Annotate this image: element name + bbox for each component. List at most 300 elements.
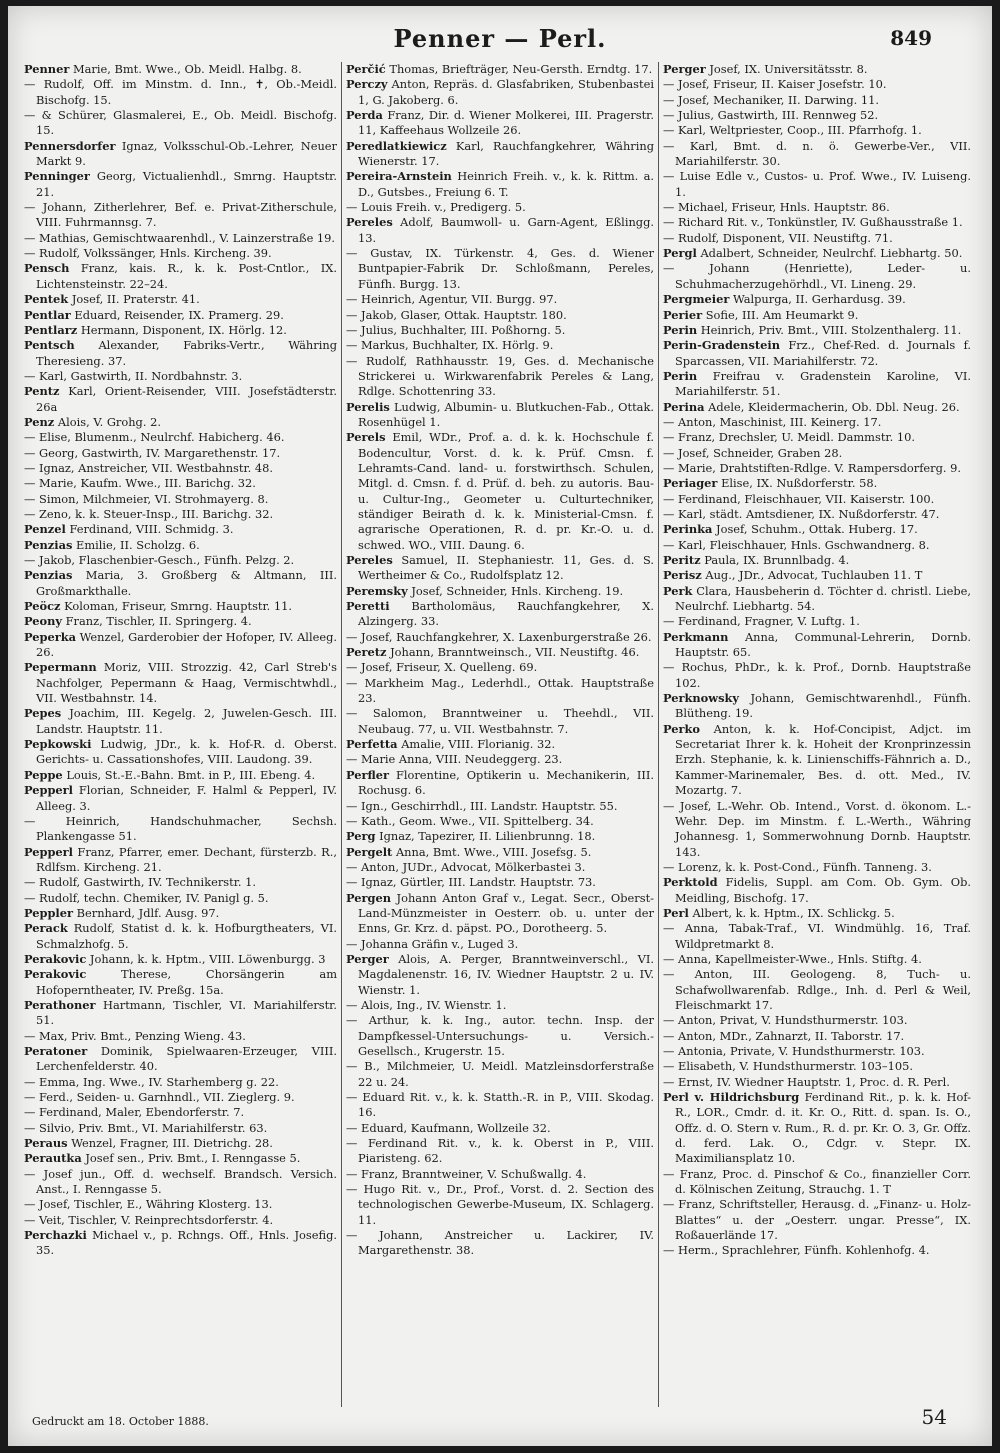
directory-entry: [24, 737, 337, 768]
entry-name: Pergl: [663, 246, 697, 261]
directory-entry: [663, 323, 971, 338]
entry-text: — Elisabeth, V. Hundsthurmerstr. 103–105.: [663, 1059, 913, 1074]
directory-entry: [24, 231, 337, 246]
directory-entry: [663, 400, 971, 415]
directory-entry: [24, 568, 337, 599]
entry-text: Wenzel, Garderobier der Hofoper, IV. Alleeg. 26.: [36, 629, 337, 660]
directory-entry: [663, 538, 971, 553]
directory-entry: [24, 783, 337, 814]
entry-text: — Georg, Gastwirth, IV. Margarethenstr. 17.: [24, 445, 281, 460]
entry-name: Peraus: [24, 1136, 68, 1151]
entry-text: — Jakob, Glaser, Ottak. Hauptstr. 180.: [346, 307, 567, 322]
directory-entry: [663, 261, 971, 292]
entry-text: — Veit, Tischler, V. Reinprechtsdorferstr. 4.: [24, 1212, 274, 1227]
directory-entry: [663, 292, 971, 307]
entry-text: — Ernst, IV. Wiedner Hauptstr. 1, Proc. d. R. Perl.: [663, 1074, 950, 1089]
directory-entry: [663, 476, 971, 491]
directory-entry: [24, 1167, 337, 1198]
directory-entry: [24, 952, 337, 967]
entry-name: Pennersdorfer: [24, 138, 116, 153]
entry-text: Freifrau v. Gradenstein Karoline, VI. Mariahilferstr. 51.: [675, 368, 971, 399]
entry-name: Perczy: [346, 77, 388, 92]
entry-text: — Josef, Friseur, X. Quelleng. 69.: [346, 660, 538, 675]
entry-text: Adele, Kleidermacherin, Ob. Dbl. Neug. 26.: [708, 399, 960, 414]
entry-text: — Anton, MDr., Zahnarzt, II. Taborstr. 17.: [663, 1028, 905, 1043]
entry-name: Perger: [663, 62, 706, 76]
directory-entry: [346, 338, 654, 353]
directory-entry: [346, 952, 654, 998]
directory-entry: [663, 1013, 971, 1028]
directory-entry: [24, 553, 337, 568]
entry-text: — Gustav, IX. Türkenstr. 4, Ges. d. Wiener Buntpapier-Fabrik Dr. Schloßmann, Pereles, Fünfh. Burgg. 13.: [346, 246, 654, 291]
entry-text: — Eduard Rit. v., k. k. Statth.-R. in P., VIII. Skodag. 16.: [346, 1090, 654, 1120]
directory-entry: [24, 1151, 337, 1166]
directory-entry: [24, 507, 337, 522]
entry-text: — Anna, Tabak-Traf., VI. Windmühlg. 16, Traf. Wildpretmarkt 8.: [663, 921, 971, 951]
page-footer: [32, 1405, 967, 1443]
entry-text: — Josef, Rauchfangkehrer, X. Laxenburgerstraße 26.: [346, 629, 652, 644]
directory-entry: [346, 630, 654, 645]
directory-entry: [663, 215, 971, 230]
entry-name: Perl v. Hildrichsburg: [663, 1090, 800, 1105]
entry-name: Pereles: [346, 215, 393, 230]
directory-entry: [346, 937, 654, 952]
entry-name: Pereira-Arnstein: [346, 169, 452, 184]
directory-entry: [346, 430, 654, 553]
directory-entry: [346, 645, 654, 660]
directory-entry: [346, 845, 654, 860]
entry-name: Pepkowski: [24, 737, 92, 752]
entry-text: — & Schürer, Glasmalerei, E., Ob. Meidl. Bischofg. 15.: [24, 108, 337, 138]
entry-text: — Hugo Rit. v., Dr., Prof., Vorst. d. 2. Section des technologischen Gewerbe-Museum, IX. Schlagerg. 11.: [346, 1182, 654, 1227]
entry-text: Franz, kais. R., k. k. Post-Cntlor., IX. Lichtensteinstr. 22–24.: [36, 261, 337, 291]
directory-entry: [346, 799, 654, 814]
entry-name: Perels: [346, 430, 386, 445]
entry-name: Perktold: [663, 875, 718, 890]
directory-entry: [24, 108, 337, 139]
entry-text: — Rudolf, Volkssänger, Hnls. Kircheng. 39.: [24, 246, 272, 261]
entry-name: Pensch: [24, 261, 70, 276]
entry-text: — Rudolf, Rathhausstr. 19, Ges. d. Mechanische Strickerei u. Wirkwarenfabrik Pereles & Lang, Rdlge. Schottenring 33.: [346, 353, 654, 399]
directory-entry: [346, 1136, 654, 1167]
directory-entry: [346, 1059, 654, 1090]
directory-entry: [663, 507, 971, 522]
entry-name: Perakovic: [24, 951, 87, 966]
directory-entry: [24, 139, 337, 170]
entry-text: — Michael, Friseur, Hnls. Hauptstr. 86.: [663, 200, 890, 215]
directory-entry: [663, 1167, 971, 1198]
entry-text: Elise, IX. Nußdorferstr. 58.: [721, 476, 878, 491]
entry-name: Penzias: [24, 537, 73, 552]
directory-entry: [663, 1075, 971, 1090]
entry-text: Frz., Chef-Red. d. Journals f. Sparcassen, VII. Mariahilferstr. 72.: [675, 338, 972, 368]
entry-text: Walpurga, II. Gerhardusg. 39.: [732, 292, 906, 307]
entry-text: Josef, IX. Universitätsstr. 8.: [709, 62, 868, 76]
directory-entry: [346, 814, 654, 829]
directory-entry: [346, 1121, 654, 1136]
entry-name: Peretti: [346, 599, 390, 614]
entry-name: Perina: [663, 399, 705, 414]
entry-text: — Ferdinand, Fragner, V. Luftg. 1.: [663, 614, 860, 629]
directory-entry: [24, 1029, 337, 1044]
directory-entry: [24, 492, 337, 507]
entry-text: — Franz, Schriftsteller, Herausg. d. „Finanz- u. Holz-Blattes“ u. der „Oesterr. ungar. Presse“, IX. Roßauerlände 17.: [663, 1197, 971, 1243]
entry-name: Perautka: [24, 1151, 82, 1166]
entry-text: — Josef, Mechaniker, II. Darwing. 11.: [663, 92, 880, 107]
entry-name: Perelis: [346, 399, 390, 414]
directory-entry: [24, 599, 337, 614]
directory-entry: [663, 461, 971, 476]
entry-name: Perakovic: [24, 967, 87, 982]
entry-text: — B., Milchmeier, U. Meidl. Matzleinsdorferstraße 22 u. 24.: [346, 1059, 654, 1089]
directory-entry: [24, 200, 337, 231]
directory-entry: [24, 891, 337, 906]
entry-text: — Josef, Schneider, Graben 28.: [663, 445, 843, 460]
entry-text: Adolf, Baumwoll- u. Garn-Agent, Eßlingg. 13.: [358, 215, 655, 245]
directory-entry: [663, 1029, 971, 1044]
entry-name: Peppe: [24, 767, 63, 782]
entry-text: Adalbert, Schneider, Neulrchf. Liebhartg. 50.: [700, 246, 963, 261]
entry-text: — Franz, Branntweiner, V. Schußwallg. 4.: [346, 1166, 587, 1181]
entry-name: Perl: [663, 905, 689, 920]
entry-name: Perkmann: [663, 629, 729, 644]
entry-text: — Anton, JUDr., Advocat, Mölkerbastei 3.: [346, 859, 586, 874]
entry-name: Peratoner: [24, 1044, 88, 1058]
directory-entry: [663, 169, 971, 200]
directory-entry: [663, 446, 971, 461]
directory-entry: [346, 553, 654, 584]
directory-entry: [663, 123, 971, 138]
entry-text: Alexander, Fabriks-Vertr., Währing Theresieng. 37.: [36, 338, 337, 368]
directory-entry: [24, 1044, 337, 1075]
entry-name: Pepes: [24, 706, 62, 721]
entry-name: Perchazki: [24, 1228, 87, 1243]
entry-text: — Ferd., Seiden- u. Garnhndl., VII. Zieglerg. 9.: [24, 1090, 295, 1105]
directory-entry: [24, 1213, 337, 1228]
entry-text: — Lorenz, k. k. Post-Cond., Fünfh. Tanneng. 3.: [663, 859, 932, 874]
entry-text: — Herm., Sprachlehrer, Fünfh. Kohlenhofg. 4.: [663, 1243, 930, 1258]
directory-entry: [24, 1136, 337, 1151]
entry-text: — Johann, Zitherlehrer, Bef. e. Privat-Zitherschule, VIII. Fuhrmannsg. 7.: [24, 200, 337, 230]
directory-entry: [663, 308, 971, 323]
directory-entry: [24, 614, 337, 629]
directory-entry: [663, 415, 971, 430]
directory-entry: [24, 461, 337, 476]
entry-name: Perier: [663, 307, 703, 322]
entry-text: — Salomon, Branntweiner u. Theehdl., VII. Neubaug. 77, u. VII. Westbahnstr. 7.: [346, 706, 654, 736]
directory-entry: [663, 338, 971, 369]
column-1: [24, 62, 341, 1407]
entry-name: Perin: [663, 368, 698, 383]
directory-entry: [346, 246, 654, 292]
directory-entry: [663, 906, 971, 921]
entry-text: Franz, Tischler, II. Springerg. 4.: [65, 614, 252, 629]
entry-text: — Johann, Anstreicher u. Lackirer, IV. Margarethenstr. 38.: [346, 1228, 654, 1258]
directory-entry: [24, 538, 337, 553]
entry-text: Karl, Orient-Reisender, VIII. Josefstädterstr. 26a: [36, 384, 338, 414]
entry-name: Perinka: [663, 522, 713, 537]
entry-text: — Karl, Fleischhauer, Hnls. Gschwandnerg. 8.: [663, 537, 930, 552]
entry-text: — Ign., Geschirrhdl., III. Landstr. Hauptstr. 55.: [346, 798, 618, 813]
entry-name: Peretz: [346, 645, 387, 660]
entry-text: Georg, Victualienhdl., Smrng. Hauptstr. 21.: [36, 169, 337, 199]
entry-name: Perg: [346, 829, 376, 844]
entry-name: Perk: [663, 583, 693, 598]
directory-entry: [663, 1059, 971, 1074]
directory-entry: [346, 875, 654, 890]
entry-text: Florian, Schneider, F. Halml & Pepperl, IV. Alleeg. 3.: [36, 783, 337, 813]
entry-name: Pereles: [346, 553, 393, 567]
directory-entry: [663, 139, 971, 170]
entry-text: Josef sen., Priv. Bmt., I. Renngasse 5.: [85, 1151, 301, 1166]
entry-columns: [24, 62, 976, 1407]
directory-entry: [346, 998, 654, 1013]
entry-text: Josef, II. Praterstr. 41.: [71, 292, 200, 307]
directory-entry: [24, 768, 337, 783]
entry-text: — Franz, Proc. d. Pinschof & Co., finanzieller Corr. d. Kölnischen Zeitung, Strauchg. 1. T: [663, 1166, 971, 1197]
entry-name: Penzias: [24, 568, 73, 583]
entry-text: Clara, Hausbeherin d. Töchter d. christl. Liebe, Neulrchf. Liebhartg. 54.: [675, 583, 971, 614]
directory-entry: [346, 676, 654, 707]
directory-entry: [24, 522, 337, 537]
directory-entry: [663, 860, 971, 875]
entry-text: Albert, k. k. Hptm., IX. Schlickg. 5.: [692, 905, 895, 920]
directory-entry: [346, 108, 654, 139]
entry-text: — Alois, Ing., IV. Wienstr. 1.: [346, 997, 507, 1012]
entry-name: Penzel: [24, 522, 66, 537]
entry-text: — Simon, Milchmeier, VI. Strohmayerg. 8.: [24, 491, 269, 506]
directory-entry: [24, 1090, 337, 1105]
entry-text: Maria, 3. Großberg & Altmann, III. Großmarkthalle.: [36, 568, 337, 598]
entry-text: — Josef, Friseur, II. Kaiser Josefstr. 10.: [663, 77, 887, 92]
entry-text: Alois, A. Perger, Branntweinverschl., VI. Magdalenenstr. 16, IV. Wiedner Hauptstr. 2 u. IV. Wienstr. 1.: [358, 951, 654, 997]
entry-text: Therese, Chorsängerin am Hofoperntheater, IV. Preßg. 15a.: [36, 967, 337, 997]
entry-text: Heinrich Freih. v., k. k. Rittm. a. D., Gutsbes., Freiung 6. T.: [358, 169, 655, 199]
entry-name: Peony: [24, 614, 63, 629]
entry-name: Perfetta: [346, 737, 398, 752]
entry-text: Joachim, III. Kegelg. 2, Juwelen-Gesch. III. Landstr. Hauptstr. 11.: [36, 706, 337, 736]
entry-name: Pepermann: [24, 660, 97, 675]
entry-name: Pepperl: [24, 844, 74, 859]
entry-name: Pepperl: [24, 783, 74, 798]
entry-name: Peremsky: [346, 583, 408, 598]
directory-entry: [24, 814, 337, 845]
entry-text: — Rudolf, Off. im Minstm. d. Inn., ✝, Ob.-Meidl. Bischofg. 15.: [24, 77, 337, 107]
directory-entry: [24, 246, 337, 261]
entry-text: — Marie Anna, VIII. Neudeggerg. 23.: [346, 752, 563, 767]
directory-entry: [346, 1182, 654, 1228]
directory-entry: [663, 492, 971, 507]
directory-entry: [24, 292, 337, 307]
directory-entry: [663, 584, 971, 615]
directory-entry: [346, 752, 654, 767]
directory-entry: [663, 369, 971, 400]
entry-text: Samuel, II. Stephaniestr. 11, Ges. d. S. Wertheimer & Co., Rudolfsplatz 12.: [358, 553, 654, 583]
entry-name: Perda: [346, 108, 383, 123]
entry-text: — Julius, Buchhalter, III. Poßhorng. 5.: [346, 322, 566, 337]
entry-name: Pergmeier: [663, 292, 730, 307]
entry-text: — Louis Freih. v., Predigerg. 5.: [346, 200, 526, 215]
print-date: Gedruckt am 18. October 1888.: [32, 1415, 209, 1428]
directory-entry: [663, 1044, 971, 1059]
entry-name: Perin-Gradenstein: [663, 338, 780, 353]
entry-name: Pentek: [24, 292, 69, 307]
entry-name: Pentlarz: [24, 322, 78, 337]
entry-text: Josef, Schuhm., Ottak. Huberg. 17.: [716, 522, 918, 537]
directory-entry: [663, 875, 971, 906]
entry-text: Marie, Bmt. Wwe., Ob. Meidl. Halbg. 8.: [72, 62, 302, 76]
entry-text: — Johanna Gräfin v., Luged 3.: [346, 936, 519, 951]
entry-text: Ludwig, Albumin- u. Blutkuchen-Fab., Ottak. Rosenhügel 1.: [358, 399, 654, 429]
entry-name: Pentlar: [24, 307, 71, 322]
entry-text: — Antonia, Private, V. Hundsthurmerstr. 103.: [663, 1044, 925, 1058]
entry-text: Ignaz, Volksschul-Ob.-Lehrer, Neuer Markt 9.: [36, 138, 337, 169]
entry-name: Perack: [24, 921, 68, 936]
entry-name: Pergen: [346, 890, 392, 905]
entry-text: — Kath., Geom. Wwe., VII. Spittelberg. 34.: [346, 813, 594, 828]
entry-text: — Emma, Ing. Wwe., IV. Starhemberg g. 22.: [24, 1074, 279, 1089]
entry-text: Karl, Rauchfangkehrer, Währing Wienerstr. 17.: [358, 138, 655, 169]
entry-text: — Marie, Drahtstiften-Rdlge. V. Rampersdorferg. 9.: [663, 460, 962, 475]
entry-text: — Johann (Henriette), Leder- u. Schuhmacherzugehörhdl., VI. Lineng. 29.: [663, 261, 971, 291]
entry-text: — Josef, L.-Wehr. Ob. Intend., Vorst. d. ökonom. L.-Wehr. Dep. im Minstm. f. L.-Werth., Währing Johannesg. 1, Sommerwohnung Dornb. Hauptstr. 143.: [663, 798, 971, 859]
entry-text: Dominik, Spielwaaren-Erzeuger, VIII. Lerchenfelderstr. 40.: [36, 1044, 337, 1074]
entry-text: — Ignaz, Anstreicher, VII. Westbahnstr. 48.: [24, 460, 274, 475]
entry-name: Perisz: [663, 568, 702, 583]
entry-text: Josef, Schneider, Hnls. Kircheng. 19.: [411, 583, 624, 598]
entry-name: Perger: [346, 951, 389, 966]
directory-entry: [346, 139, 654, 170]
entry-text: — Rudolf, Disponent, VII. Neustiftg. 71.: [663, 230, 893, 245]
directory-entry: [663, 430, 971, 445]
entry-name: Perathoner: [24, 997, 96, 1012]
entry-name: Perfler: [346, 767, 390, 782]
directory-entry: [346, 768, 654, 799]
directory-entry: [663, 77, 971, 92]
entry-name: Pergelt: [346, 844, 393, 859]
directory-entry: [346, 1167, 654, 1182]
entry-name: Perin: [663, 322, 698, 337]
directory-entry: [346, 1090, 654, 1121]
entry-text: Johann Anton Graf v., Legat. Secr., Oberst-Land-Münzmeister in Oesterr. ob. u. unter der Enns, Gr. Krz. d. päpst. PO., Dorotheerg. 5.: [358, 890, 655, 936]
entry-text: — Jakob, Flaschenbier-Gesch., Fünfh. Pelzg. 2.: [24, 553, 295, 567]
entry-text: — Heinrich, Agentur, VII. Burgg. 97.: [346, 292, 558, 307]
entry-text: — Anton, Maschinist, III. Keinerg. 17.: [663, 414, 882, 429]
entry-text: Ferdinand Rit., p. k. k. Hof-R., LOR., Cmdr. d. it. Kr. O., Ritt. d. span. Is. O., Offz. d. O. Stern v. Rum., R. d. pr. Kr. O. 3, Gr. Offz. d. ferd. Lak. O., Cdgr. v. Stepr. IX. Maximiliansplatz 10.: [675, 1090, 971, 1166]
entry-text: Thomas, Briefträger, Neu-Gersth. Erndtg. 17.: [389, 62, 653, 76]
entry-text: — Silvio, Priv. Bmt., VI. Mariahilferstr. 63.: [24, 1120, 268, 1135]
entry-text: — Rochus, PhDr., k. k. Prof., Dornb. Hauptstraße 102.: [663, 660, 971, 690]
directory-entry: [346, 62, 654, 77]
entry-text: — Anton, Privat, V. Hundsthurmerstr. 103.: [663, 1013, 908, 1028]
directory-entry: [346, 584, 654, 599]
directory-entry: [346, 292, 654, 307]
entry-text: Johann, k. k. Hptm., VIII. Löwenburgg. 3: [89, 951, 326, 966]
entry-text: — Anna, Kapellmeister-Wwe., Hnls. Stiftg. 4.: [663, 951, 922, 966]
directory-entry: [24, 446, 337, 461]
entry-name: Pentsch: [24, 338, 75, 353]
entry-text: — Karl, Bmt. d. n. ö. Gewerbe-Ver., VII. Mariahilferstr. 30.: [663, 138, 971, 169]
entry-text: Louis, St.-E.-Bahn. Bmt. in P., III. Ebeng. 4.: [66, 767, 316, 782]
directory-entry: [24, 660, 337, 706]
directory-entry: [663, 1197, 971, 1243]
directory-entry: [663, 614, 971, 629]
entry-text: Franz, Dir. d. Wiener Molkerei, III. Pragerstr. 11, Kaffeehaus Wollzeile 26.: [358, 108, 654, 138]
directory-entry: [663, 952, 971, 967]
directory-entry: [663, 246, 971, 261]
entry-name: Peritz: [663, 553, 701, 567]
directory-entry: [24, 476, 337, 491]
entry-name: Penz: [24, 414, 55, 429]
directory-entry: [663, 691, 971, 722]
entry-text: — Rudolf, Gastwirth, IV. Technikerstr. 1.: [24, 875, 257, 890]
entry-text: — Ferdinand, Fleischhauer, VII. Kaiserstr. 100.: [663, 491, 935, 506]
entry-text: — Luise Edle v., Custos- u. Prof. Wwe., IV. Luiseng. 1.: [663, 169, 971, 199]
entry-text: — Julius, Gastwirth, III. Rennweg 52.: [663, 108, 879, 123]
directory-entry: [24, 415, 337, 430]
page-number: 849: [890, 26, 932, 50]
entry-text: Anna, Bmt. Wwe., VIII. Josefsg. 5.: [395, 844, 592, 859]
directory-entry: [663, 630, 971, 661]
directory-entry: [346, 400, 654, 431]
directory-entry: [663, 522, 971, 537]
entry-text: — Josef, Tischler, E., Währing Klosterg. 13.: [24, 1197, 273, 1212]
entry-text: Florentine, Optikerin u. Mechanikerin, III. Rochusg. 6.: [358, 767, 654, 798]
directory-entry: [24, 1075, 337, 1090]
entry-text: — Eduard, Kaufmann, Wollzeile 32.: [346, 1120, 551, 1135]
entry-name: Penninger: [24, 169, 90, 184]
directory-page: [8, 6, 992, 1446]
entry-text: — Ferdinand Rit. v., k. k. Oberst in P., VIII. Piaristeng. 62.: [346, 1136, 654, 1166]
entry-text: — Arthur, k. k. Ing., autor. techn. Insp. der Dampfkessel-Untersuchungs- u. Versich.-Gesellsch., Krugerstr. 15.: [346, 1013, 654, 1058]
directory-entry: [24, 384, 337, 415]
directory-entry: [663, 93, 971, 108]
directory-entry: [663, 799, 971, 860]
entry-text: Emil, WDr., Prof. a. d. k. k. Hochschule f. Bodencultur, Vorst. d. k. k. Prüf. Cmsn. f. Lehramts-Cand. land- u. forstwirthsch. Schulen, Mitgl. d. Cmsn. f. d. Prüf. d. beh. zu autoris. Bau- u. Cultur-Ing., Geometer u. Culturtechniker, ständiger Beirath d. k. k. Ministerial-Cmsn. f. agrarische Operationen, R. d. pr. Kr.-O. u. d. schwed. WO., VIII. Daung. 6.: [358, 430, 655, 552]
directory-entry: [24, 1105, 337, 1120]
entry-text: Eduard, Reisender, IX. Pramerg. 29.: [74, 307, 284, 322]
entry-text: — Ferdinand, Maler, Ebendorferstr. 7.: [24, 1105, 245, 1120]
entry-text: — Ignaz, Gürtler, III. Landstr. Hauptstr. 73.: [346, 875, 596, 890]
directory-entry: [24, 1197, 337, 1212]
directory-entry: [24, 261, 337, 292]
entry-text: Amalie, VIII. Florianig. 32.: [401, 737, 556, 752]
entry-text: Fidelis, Suppl. am Com. Ob. Gym. Ob. Meidling, Bischofg. 17.: [675, 875, 971, 905]
entry-text: — Markus, Buchhalter, IX. Hörlg. 9.: [346, 338, 554, 353]
directory-entry: [346, 860, 654, 875]
entry-text: — Heinrich, Handschuhmacher, Sechsh. Plankengasse 51.: [24, 813, 337, 844]
directory-entry: [24, 875, 337, 890]
entry-text: Bernhard, Jdlf. Ausg. 97.: [76, 905, 220, 920]
entry-text: Wenzel, Fragner, III. Dietrichg. 28.: [71, 1136, 273, 1151]
entry-text: — Zeno, k. k. Steuer-Insp., III. Barichg. 32.: [24, 506, 274, 521]
directory-entry: [663, 722, 971, 799]
directory-entry: [24, 323, 337, 338]
directory-entry: [663, 62, 971, 77]
entry-text: — Richard Rit. v., Tonkünstler, IV. Gußhausstraße 1.: [663, 215, 963, 230]
entry-text: — Max, Priv. Bmt., Penzing Wieng. 43.: [24, 1028, 246, 1043]
column-2: [341, 62, 658, 1407]
entry-text: Anton, k. k. Hof-Concipist, Adjct. im Secretariat Ihrer k. k. Hoheit der Kronprinzessin Erzh. Stephanie, k. k. Linienschiffs-Fähnrich a. D., Kammer-Marinemaler, Bes. d. ott. Med., IV. Mozartg. 7.: [675, 721, 971, 798]
entry-text: Anton, Repräs. d. Glasfabriken, Stubenbastei 1, G. Jakoberg. 6.: [358, 77, 654, 107]
entry-text: — Anton, III. Geologeng. 8, Tuch- u. Schafwollwarenfab. Rdlge., Inh. d. Perl & Weil, Fleischmarkt 17.: [663, 967, 971, 1012]
entry-name: Peppler: [24, 905, 74, 920]
entry-text: — Karl, Weltpriester, Coop., III. Pfarrhofg. 1.: [663, 123, 922, 138]
directory-entry: [346, 308, 654, 323]
entry-text: Paula, IX. Brunnlbadg. 4.: [704, 553, 850, 567]
entry-text: Aug., JDr., Advocat, Tuchlauben 11. T: [705, 568, 923, 583]
page-title: Penner — Perl.: [393, 24, 607, 53]
